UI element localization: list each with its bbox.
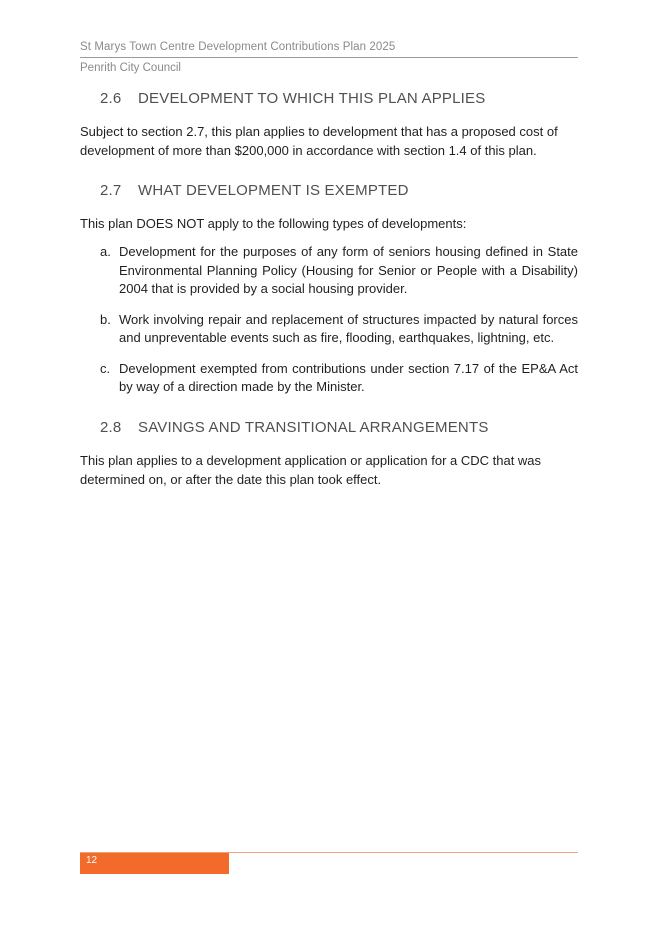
section-number: 2.7: [100, 182, 122, 199]
exemptions-list: [80, 243, 578, 397]
page-number: 12: [86, 855, 98, 866]
list-item: [100, 311, 578, 348]
section-heading-2-8: [80, 417, 578, 439]
list-marker: c.: [100, 360, 111, 376]
list-item-text: Development for the purposes of any form of seniors housing defined in State Environmental Planning Policy (Housing for Senior or People with a Disability) 2004 that is provided by a social housing provider.: [119, 244, 578, 296]
page-content: [80, 88, 578, 489]
section-2-8-body: This plan applies to a development application or application for a CDC that was determined on, or after the date this plan took effect.: [80, 452, 542, 487]
section-number: 2.6: [100, 90, 122, 107]
list-item-text: Work involving repair and replacement of structures impacted by natural forces and unpreventable events such as fire, flooding, earthquakes, lightning, etc.: [119, 311, 578, 345]
section-title: WHAT DEVELOPMENT IS EXEMPTED: [138, 182, 409, 199]
section-title: SAVINGS AND TRANSITIONAL ARRANGEMENTS: [138, 418, 489, 436]
page-number-bar: [80, 853, 229, 874]
list-item-text: Development exempted from contributions under section 7.17 of the EP&A Act by way of a direction made by the Minister.: [119, 360, 578, 394]
list-marker: a.: [100, 244, 111, 259]
list-marker: b.: [100, 311, 111, 327]
header-divider: [80, 57, 578, 58]
section-number: 2.8: [100, 418, 122, 436]
section-title: DEVELOPMENT TO WHICH THIS PLAN APPLIES: [138, 90, 486, 107]
organization-name: Penrith City Council: [80, 62, 181, 74]
document-title: St Marys Town Centre Development Contributions Plan 2025: [80, 41, 396, 53]
page-header: [80, 40, 578, 75]
section-heading-2-7: [80, 180, 578, 202]
section-2-6-body: Subject to section 2.7, this plan applies to development that has a proposed cost of development of more than $200,000 in accordance with section 1.4 of this plan.: [80, 124, 558, 158]
section-heading-2-6: [80, 88, 578, 110]
section-2-7-intro: This plan DOES NOT apply to the following types of developments:: [80, 216, 467, 231]
list-item: [100, 360, 578, 397]
list-item: [100, 243, 578, 299]
